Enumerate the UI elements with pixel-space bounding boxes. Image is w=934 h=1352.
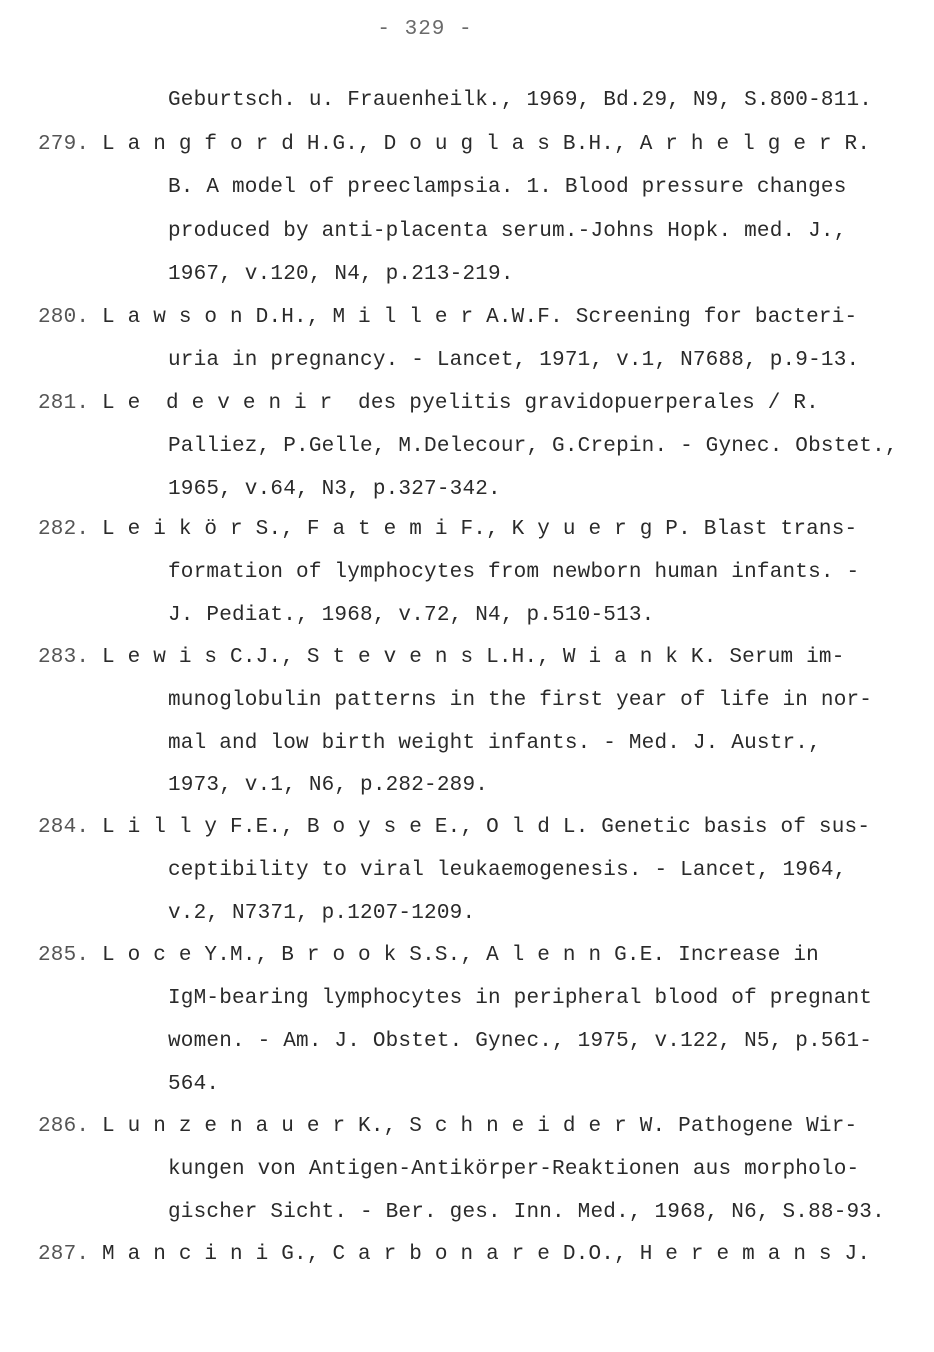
reference-text: L e d e v e n i r des pyelitis gravidopuerperales / R.	[102, 392, 819, 415]
reference-continuation-line	[168, 605, 654, 626]
reference-continuation-line	[168, 903, 475, 924]
reference-text: J. Pediat., 1968, v.72, N4, p.510-513.	[168, 604, 655, 627]
reference-number: 284.	[38, 816, 103, 839]
reference-entry-start	[38, 945, 819, 966]
reference-continuation-line	[168, 1031, 872, 1052]
reference-continuation-line	[168, 775, 488, 796]
reference-continuation-line	[168, 860, 847, 881]
reference-continuation-line	[168, 1202, 885, 1223]
reference-text: IgM-bearing lymphocytes in peripheral blood of pregnant	[168, 987, 873, 1010]
reference-number: 285.	[38, 944, 103, 967]
reference-text: ceptibility to viral leukaemogenesis. - Lancet, 1964,	[168, 859, 847, 882]
reference-continuation-line	[168, 177, 847, 198]
reference-entry-start	[38, 647, 845, 668]
reference-text: uria in pregnancy. - Lancet, 1971, v.1, N7688, p.9-13.	[168, 349, 860, 372]
reference-text: L a w s o n D.H., M i l l e r A.W.F. Screening for bacteri-	[102, 306, 858, 329]
reference-continuation-line	[168, 221, 847, 242]
reference-number: 283.	[38, 646, 103, 669]
reference-continuation-line	[168, 350, 859, 371]
reference-entry-start	[38, 1244, 870, 1265]
reference-text: Geburtsch. u. Frauenheilk., 1969, Bd.29, N9, S.800-811.	[168, 89, 873, 112]
reference-text: L e w i s C.J., S t e v e n s L.H., W i a n k K. Serum im-	[102, 646, 845, 669]
reference-number: 281.	[38, 392, 103, 415]
reference-text: L e i k ö r S., F a t e m i F., K y u e r g P. Blast trans-	[102, 518, 858, 541]
reference-continuation-line	[168, 733, 821, 754]
reference-text: L o c e Y.M., B r o o k S.S., A l e n n G.E. Increase in	[102, 944, 819, 967]
reference-continuation-line	[168, 436, 898, 457]
reference-continuation-line	[168, 1159, 859, 1180]
reference-number: 287.	[38, 1243, 103, 1266]
reference-text: 1967, v.120, N4, p.213-219.	[168, 263, 514, 286]
reference-number: 280.	[38, 306, 103, 329]
reference-number: 286.	[38, 1115, 103, 1138]
reference-continuation-line	[168, 90, 872, 111]
page-number: - 329 -	[377, 18, 473, 41]
reference-continuation-line	[168, 264, 514, 285]
reference-text: L i l l y F.E., B o y s e E., O l d L. Genetic basis of sus-	[102, 816, 871, 839]
reference-text: 564.	[168, 1073, 220, 1096]
reference-entry-start	[38, 817, 870, 838]
reference-continuation-line	[168, 1074, 219, 1095]
reference-continuation-line	[168, 988, 872, 1009]
reference-entry-start	[38, 393, 819, 414]
reference-text: L u n z e n a u e r K., S c h n e i d e r W. Pathogene Wir-	[102, 1115, 858, 1138]
reference-entry-start	[38, 134, 870, 155]
reference-continuation-line	[168, 690, 872, 711]
reference-text: kungen von Antigen-Antikörper-Reaktionen aus morpholo-	[168, 1158, 860, 1181]
reference-text: produced by anti-placenta serum.-Johns Hopk. med. J.,	[168, 220, 847, 243]
reference-text: 1965, v.64, N3, p.327-342.	[168, 478, 501, 501]
reference-text: Palliez, P.Gelle, M.Delecour, G.Crepin. - Gynec. Obstet.,	[168, 435, 898, 458]
reference-entry-start	[38, 519, 857, 540]
reference-text: gischer Sicht. - Ber. ges. Inn. Med., 1968, N6, S.88-93.	[168, 1201, 885, 1224]
reference-text: L a n g f o r d H.G., D o u g l a s B.H., A r h e l g e r R.	[102, 133, 871, 156]
reference-text: formation of lymphocytes from newborn human infants. -	[168, 561, 860, 584]
reference-text: B. A model of preeclampsia. 1. Blood pressure changes	[168, 176, 847, 199]
reference-text: women. - Am. J. Obstet. Gynec., 1975, v.122, N5, p.561-	[168, 1030, 873, 1053]
reference-number: 279.	[38, 133, 103, 156]
reference-entry-start	[38, 1116, 857, 1137]
reference-text: M a n c i n i G., C a r b o n a r e D.O., H e r e m a n s J.	[102, 1243, 871, 1266]
reference-text: v.2, N7371, p.1207-1209.	[168, 902, 476, 925]
reference-text: 1973, v.1, N6, p.282-289.	[168, 774, 489, 797]
reference-entry-start	[38, 307, 857, 328]
reference-text: mal and low birth weight infants. - Med. J. Austr.,	[168, 732, 821, 755]
reference-number: 282.	[38, 518, 103, 541]
reference-continuation-line	[168, 479, 501, 500]
reference-text: munoglobulin patterns in the first year of life in nor-	[168, 689, 873, 712]
reference-continuation-line	[168, 562, 859, 583]
